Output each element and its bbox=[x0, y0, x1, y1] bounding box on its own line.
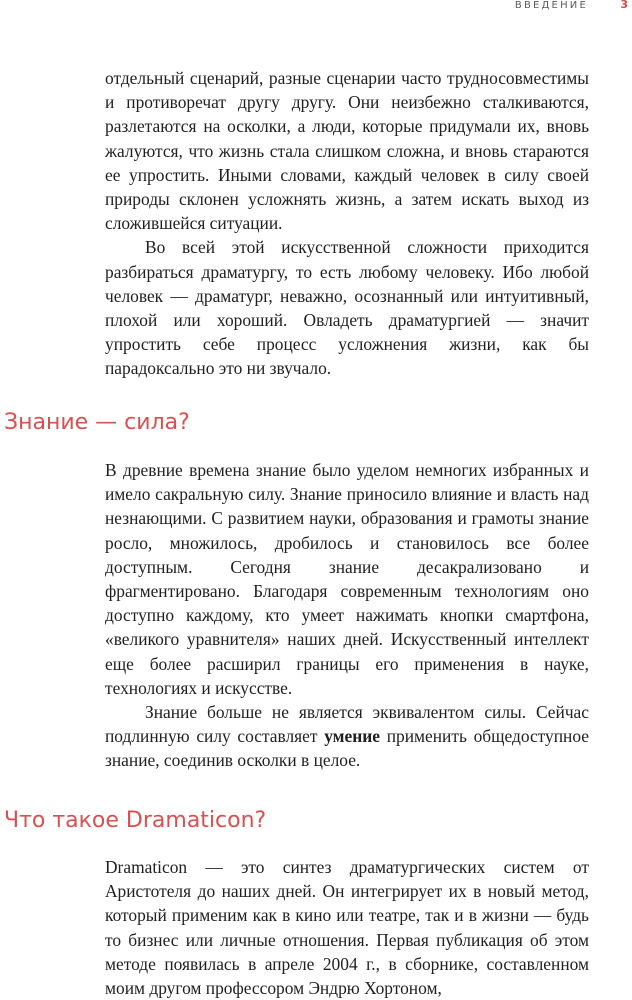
intro-text bbox=[105, 66, 589, 381]
section-dramaticon-text bbox=[105, 855, 589, 1000]
paragraph-text: Знание больше не является эквивалентом силы. Сейчас подлинную силу составляет bbox=[105, 702, 589, 747]
paragraph: отдельный сценарий, разные сценарии часто трудносовместимы и противоречат другу другу. Они неизбежно сталкиваются, разлетаются на осколки, а люди, которые придумали их, вновь жалуются, что жизнь стала слишком сложна, и вновь стараются ее упростить. Иными словами, каждый человек в силу своей природы склонен усложнять жизнь, а затем искать выход из сложившейся ситуации. bbox=[105, 68, 589, 234]
section-heading-knowledge: Знание — сила? bbox=[4, 410, 190, 435]
paragraph: Во всей этой искусственной сложности приходится разбираться драматургу, то есть любому человеку. Ибо любой человек — драматург, неважно, осознанный или интуитивный, плохой или хороший. Овладеть драматургией — значит упростить себе процесс усложнения жизни, как бы парадоксально это ни звучало. bbox=[105, 237, 589, 379]
section-label: ВВЕДЕНИЕ bbox=[514, 0, 588, 11]
paragraph bbox=[105, 700, 589, 773]
emphasis-text: умение bbox=[324, 726, 380, 747]
paragraph: Dramaticon — это синтез драматургических систем от Аристотеля до наших дней. Он интегрирует их в новый метод, который применим как в кино или театре, так и в жизни — будь то бизнес или личные отношения. Первая публикация об этом методе появилась в апреле 2004 г., в сборнике, составленном моим другом профессором Эндрю Хортоном, bbox=[105, 857, 589, 999]
section-heading-dramaticon: Что такое Dramaticon? bbox=[4, 808, 267, 833]
paragraph: В древние времена знание было уделом немногих избранных и имело сакральную силу. Знание приносило влияние и власть над незнающими. С развитием науки, образования и грамоты знание росло, множилось, дробилось и становилось все более доступным. Сегодня знание десакрализовано и фрагментировано. Благодаря современным технологиям оно доступно каждому, кто умеет нажимать кнопки смартфона, «великого уравнителя» наших дней. Искусственный интеллект еще более расширил границы его применения в науке, технологиях и искусстве. bbox=[105, 460, 589, 698]
running-header bbox=[0, 0, 632, 16]
paragraph-text: применить общедоступное знание, соединив осколки в целое. bbox=[105, 726, 589, 771]
page-number: 3 bbox=[620, 0, 628, 11]
section-knowledge-text bbox=[105, 458, 589, 773]
